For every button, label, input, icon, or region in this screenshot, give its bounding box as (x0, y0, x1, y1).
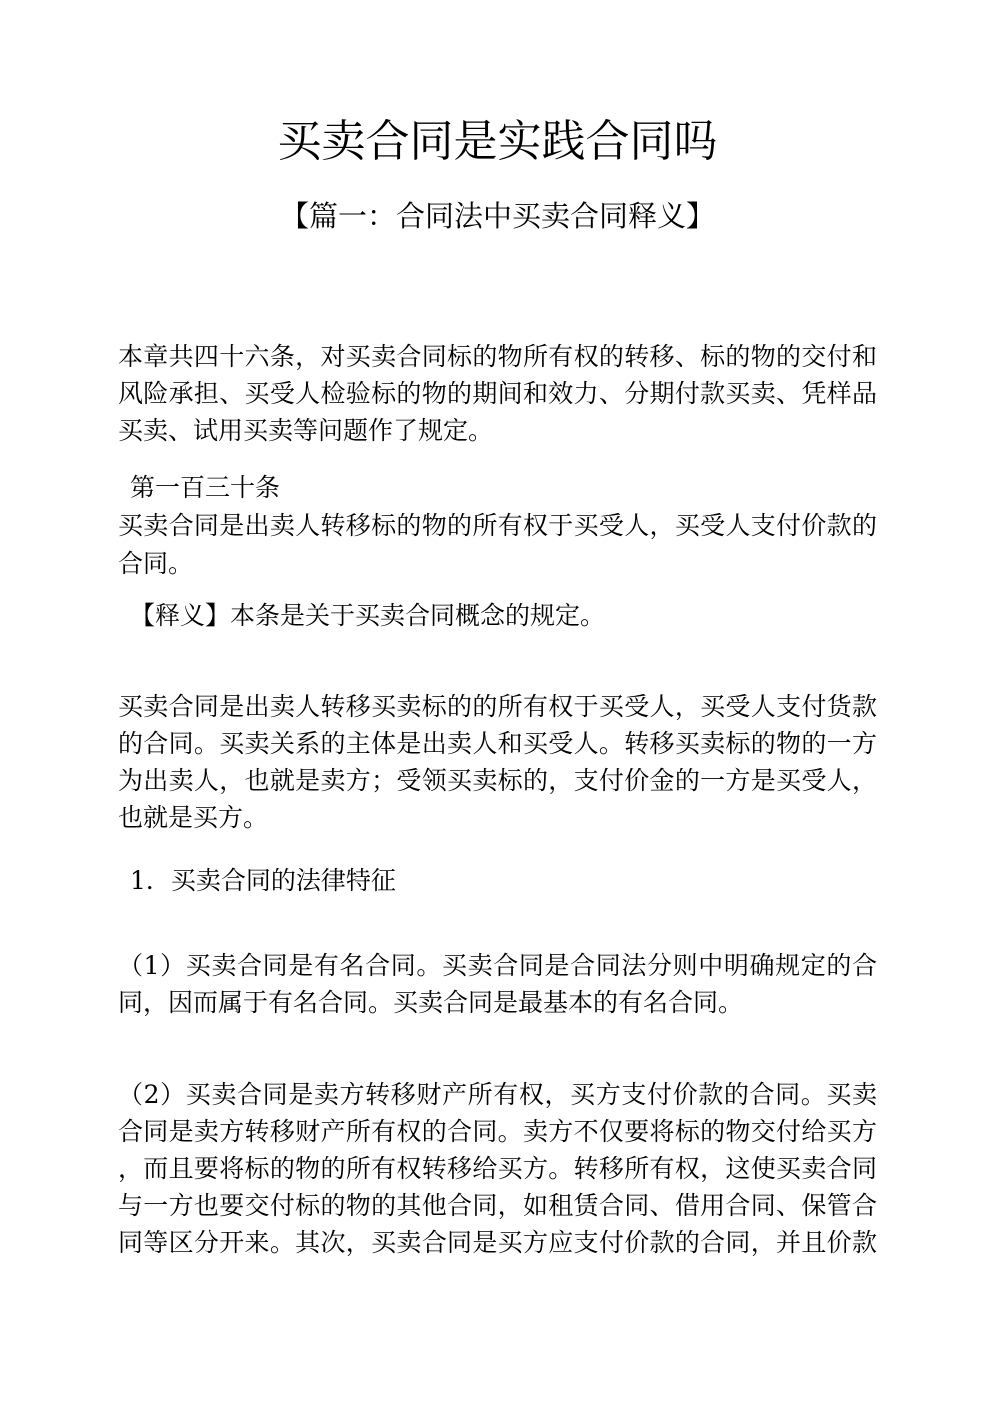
text-line: 同，因而属于有名合同。买卖合同是最基本的有名合同。 (118, 988, 744, 1017)
article-section (118, 469, 877, 583)
text-line: 本章共四十六条，对买卖合同标的物所有权的转移、标的物的交付和 (118, 342, 877, 371)
document-title: 买卖合同是实践合同吗 (277, 116, 718, 167)
text-line: 买卖、试用买卖等问题作了规定。 (118, 416, 494, 445)
paragraph-overview (118, 338, 877, 449)
document-subtitle: 【篇一：合同法中买卖合同释义】 (279, 199, 715, 233)
text-line: 与一方也要交付标的物的其他合同，如租赁合同、借用合同、保管合 (118, 1191, 877, 1220)
text-line: 为出卖人，也就是卖方；受领买卖标的，支付价金的一方是买受人， (118, 766, 877, 795)
text-line: 合同。 (118, 549, 194, 578)
text-line: 同等区分开来。其次，买卖合同是买方应支付价款的合同，并且价款 (118, 1228, 877, 1257)
text-line: 风险承担、买受人检验标的物的期间和效力、分期付款买卖、凭样品 (118, 379, 877, 408)
paragraph-definition (118, 688, 877, 836)
paragraph-feature-2 (118, 1076, 877, 1261)
paragraph-feature-1 (118, 947, 877, 1021)
text-line: 也就是买方。 (118, 803, 269, 832)
text-line: 的合同。买卖关系的主体是出卖人和买受人。转移买卖标的物的一方 (118, 729, 877, 758)
text-line: ，而且要将标的物的所有权转移给买方。转移所有权，这使买卖合同 (118, 1154, 877, 1183)
text-line: 1．买卖合同的法律特征 (130, 866, 396, 895)
paragraph-interpretation (118, 597, 877, 634)
text-line: 【释义】本条是关于买卖合同概念的规定。 (130, 601, 606, 630)
text-line: （2）买卖合同是卖方转移财产所有权，买方支付价款的合同。买卖 (118, 1080, 877, 1109)
text-line: 买卖合同是出卖人转移标的物的所有权于买受人，买受人支付价款的 (118, 511, 877, 540)
article-number-heading: 第一百三十条 (130, 473, 281, 502)
text-line: 合同是卖方转移财产所有权的合同。卖方不仅要将标的物交付给买方 (118, 1117, 877, 1146)
section-heading-legal-features (118, 862, 877, 899)
text-line: 买卖合同是出卖人转移买卖标的的所有权于买受人，买受人支付货款 (118, 692, 877, 721)
text-line: （1）买卖合同是有名合同。买卖合同是合同法分则中明确规定的合 (118, 951, 877, 980)
